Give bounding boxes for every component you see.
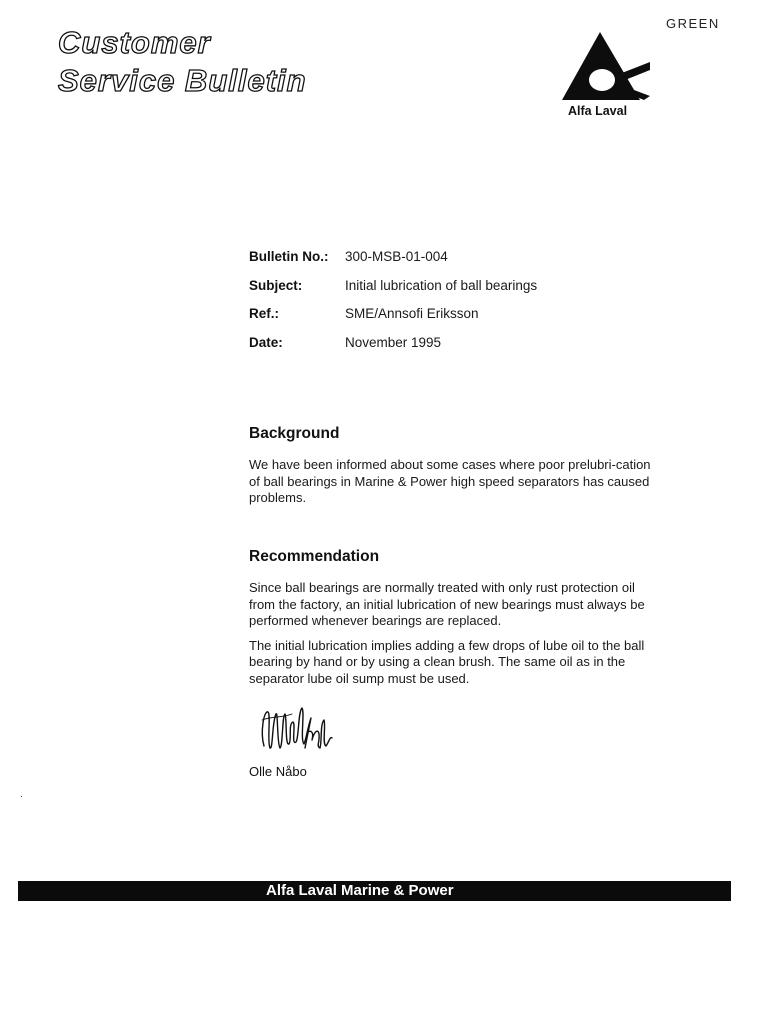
recommendation-paragraph-2: The initial lubrication implies adding a few drops of lube oil to the ball bearing by hand or by using a clean brush. The same oil as in the separator lube oil sump must be used. xyxy=(249,637,645,686)
background-heading: Background xyxy=(249,425,340,442)
title-line-2: Service Bulletin xyxy=(58,63,307,98)
background-text: We have been informed about some cases where poor prelubri-cation of ball bearings in Marine & Power high speed separators has caused problems. xyxy=(249,457,651,505)
meta-row-date xyxy=(249,335,537,364)
meta-row-ref xyxy=(249,306,537,335)
background-section xyxy=(249,425,664,507)
footer-bar xyxy=(18,881,731,901)
meta-row-bulletin-no xyxy=(249,249,537,278)
meta-label: Ref.: xyxy=(249,306,279,321)
meta-value: 300-MSB-01-004 xyxy=(345,249,448,264)
meta-value: SME/Annsofi Eriksson xyxy=(345,306,479,321)
meta-label: Subject: xyxy=(249,277,303,293)
footer-text: Alfa Laval Marine & Power xyxy=(266,882,454,899)
recommendation-heading: Recommendation xyxy=(249,548,380,565)
handwritten-signature xyxy=(258,702,336,758)
color-tag: GREEN xyxy=(666,16,720,31)
meta-label: Date: xyxy=(249,334,283,350)
signer-name: Olle Nåbo xyxy=(249,764,307,779)
recommendation-paragraph-1: Since ball bearings are normally treated with only rust protection oil from the factory, an initial lubrication of new bearings must always be performed whenever bearings are replaced. xyxy=(249,580,645,628)
meta-value: November 1995 xyxy=(345,334,442,350)
bulletin-title xyxy=(58,24,307,100)
title-line-1: Customer xyxy=(58,25,211,60)
scan-speck: · xyxy=(20,791,23,801)
logo-company-name: Alfa Laval xyxy=(568,104,628,118)
meta-row-subject xyxy=(249,278,537,307)
recommendation-section xyxy=(249,548,664,687)
meta-label: Bulletin No.: xyxy=(249,249,329,264)
meta-value: Initial lubrication of ball bearings xyxy=(345,277,538,293)
bulletin-meta xyxy=(249,249,537,363)
